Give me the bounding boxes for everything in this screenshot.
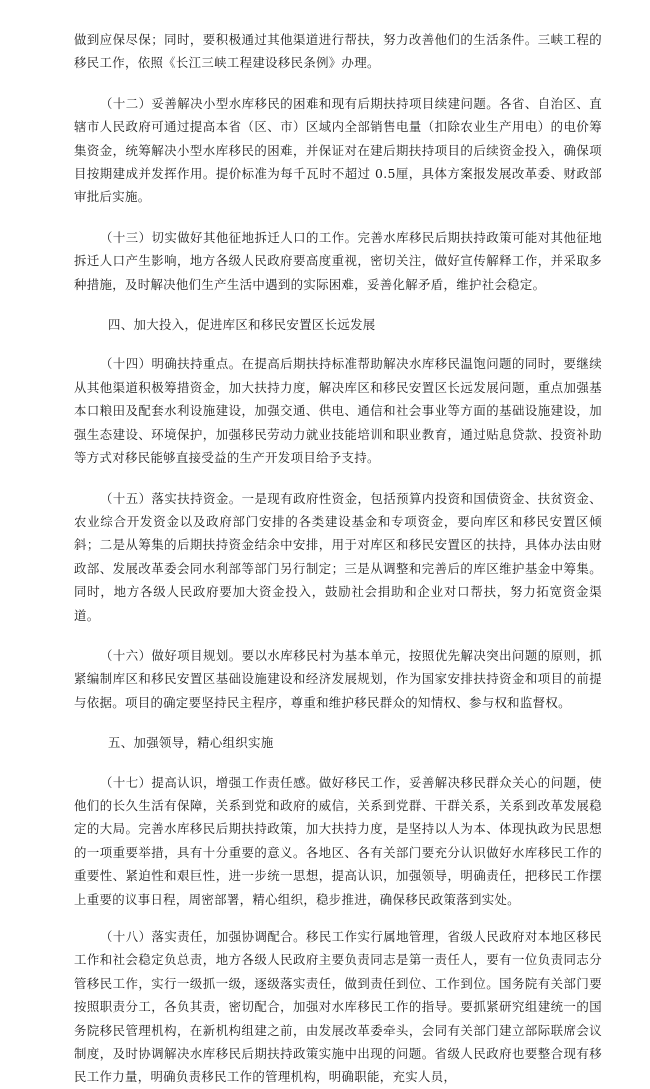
paragraph-12: （十二）妥善解决小型水库移民的困难和现有后期扶持项目续建问题。各省、自治区、直辖市人民政府可通过提高本省（区、市）区域内全部销售电量（扣除农业生产用电）的电价筹集资金，统筹解决小型水库移民的困难，并保证对在建后期扶持项目的后续资金投入，确保项目按期建成并发挥作用。提价标准为每千瓦时不超过 0.5厘，具体方案报发展改革委、财政部审批后实施。 xyxy=(74,95,602,205)
paragraph-18: （十八）落实责任，加强协调配合。移民工作实行属地管理，省级人民政府对本地区移民工作和社会稳定负总责，地方各级人民政府主要负责同志是第一责任人，要有一位负责同志分管移民工作，实行一级抓一级，逐级落实责任，做到责任到位、工作到位。国务院有关部门要按照职责分工，各负其责，密切配合，加强对水库移民工作的指导。要抓紧研究组建统一的国务院移民管理机构，在新机构组建之前，由发展改革委牵头，会同有关部门建立部际联席会议制度，及时协调解决水库移民后期扶持政策实施中出现的问题。省级人民政府也要整合现有移民工作力量，明确负责移民工作的管理机构，明确职能，充实人员， xyxy=(74,929,602,1085)
paragraph-17: （十七）提高认识，增强工作责任感。做好移民工作，妥善解决移民群众关心的问题，使他们的长久生活有保障，关系到党和政府的威信，关系到党群、干群关系，关系到改革发展稳定的大局。完善水库移民后期扶持政策，加大扶持力度，是坚持以人为本、体现执政为民思想的一项重要举措，具有十分重要的意义。各地区、各有关部门要充分认识做好水库移民工作的重要性、紧迫性和艰巨性，进一步统一思想，提高认识，加强领导，明确责任，把移民工作摆上重要的议事日程，周密部署，精心组织，稳步推进，确保移民政策落到实处。 xyxy=(74,774,602,907)
section-heading-4: 四、加大投入，促进库区和移民安置区长远发展 xyxy=(108,317,376,333)
paragraph-continuation: 做到应保尽保；同时，要积极通过其他渠道进行帮扶，努力改善他们的生活条件。三峡工程的移民工作，依照《长江三峡工程建设移民条例》办理。 xyxy=(74,32,602,71)
section-heading-5: 五、加强领导，精心组织实施 xyxy=(108,735,274,751)
paragraph-13: （十三）切实做好其他征地拆迁人口的工作。完善水库移民后期扶持政策可能对其他征地拆迁人口产生影响，地方各级人民政府要高度重视，密切关注，做好宣传解释工作，并采取多种措施，及时解决他们生产生活中遇到的实际困难，妥善化解矛盾，维护社会稳定。 xyxy=(74,229,602,292)
paragraph-16: （十六）做好项目规划。要以水库移民村为基本单元，按照优先解决突出问题的原则，抓紧编制库区和移民安置区基础设施建设和经济发展规划，作为国家安排扶持资金和项目的前提与依据。项目的确定要坚持民主程序，尊重和维护移民群众的知情权、参与权和监督权。 xyxy=(74,647,602,710)
paragraph-15: （十五）落实扶持资金。一是现有政府性资金，包括预算内投资和国债资金、扶贫资金、农业综合开发资金以及政府部门安排的各类建设基金和专项资金，要向库区和移民安置区倾斜；二是从筹集的后期扶持资金结余中安排，用于对库区和移民安置区的扶持，具体办法由财政部、发展改革委会同水利部等部门另行制定；三是从调整和完善后的库区维护基金中筹集。同时，地方各级人民政府要加大资金投入，鼓励社会捐助和企业对口帮扶，努力拓宽资金渠道。 xyxy=(74,490,602,623)
paragraph-14: （十四）明确扶持重点。在提高后期扶持标准帮助解决水库移民温饱问题的同时，要继续从其他渠道积极筹措资金，加大扶持力度，解决库区和移民安置区长远发展问题，重点加强基本口粮田及配套水利设施建设，加强交通、供电、通信和社会事业等方面的基础设施建设，加强生态建设、环境保护，加强移民劳动力就业技能培训和职业教育，通过贴息贷款、投资补助等方式对移民能够直接受益的生产开发项目给予支持。 xyxy=(74,356,602,466)
